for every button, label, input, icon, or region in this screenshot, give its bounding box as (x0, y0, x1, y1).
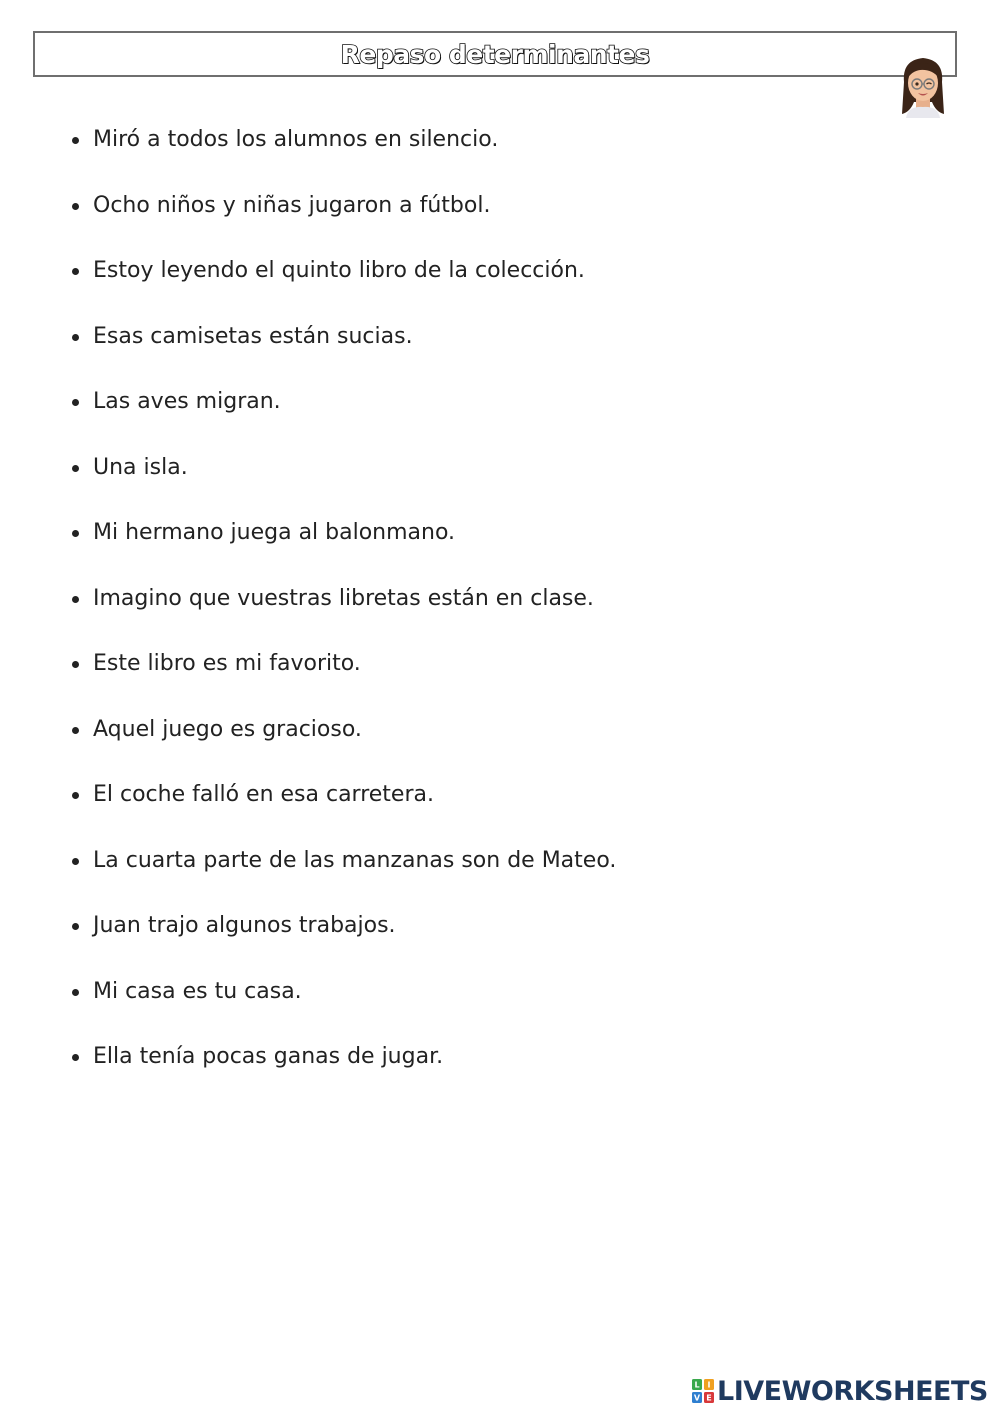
list-item: El coche falló en esa carretera. (93, 777, 616, 843)
list-item: Ocho niños y niñas jugaron a fútbol. (93, 188, 616, 254)
svg-text:I: I (707, 1380, 711, 1390)
list-item: Miró a todos los alumnos en silencio. (93, 122, 616, 188)
list-item: Mi hermano juega al balonmano. (93, 515, 616, 581)
list-item: La cuarta parte de las manzanas son de Mateo. (93, 843, 616, 909)
sentence-list (93, 122, 616, 1105)
liveworksheets-brand (692, 1374, 988, 1408)
svg-text:L: L (694, 1380, 700, 1390)
list-item: Esas camisetas están sucias. (93, 319, 616, 385)
liveworksheets-logo-icon (692, 1379, 714, 1403)
page-title: Repaso determinantes (340, 39, 650, 69)
memoji-avatar-icon (896, 52, 950, 118)
list-item: Las aves migran. (93, 384, 616, 450)
title-box (33, 31, 957, 77)
brand-name: LIVEWORKSHEETS (717, 1375, 988, 1407)
list-item: Imagino que vuestras libretas están en clase. (93, 581, 616, 647)
svg-text:V: V (693, 1393, 701, 1403)
list-item: Ella tenía pocas ganas de jugar. (93, 1039, 616, 1105)
list-item: Aquel juego es gracioso. (93, 712, 616, 778)
list-item: Este libro es mi favorito. (93, 646, 616, 712)
list-item: Mi casa es tu casa. (93, 974, 616, 1040)
svg-text:E: E (706, 1393, 712, 1403)
list-item: Una isla. (93, 450, 616, 516)
list-item: Estoy leyendo el quinto libro de la colección. (93, 253, 616, 319)
list-item: Juan trajo algunos trabajos. (93, 908, 616, 974)
